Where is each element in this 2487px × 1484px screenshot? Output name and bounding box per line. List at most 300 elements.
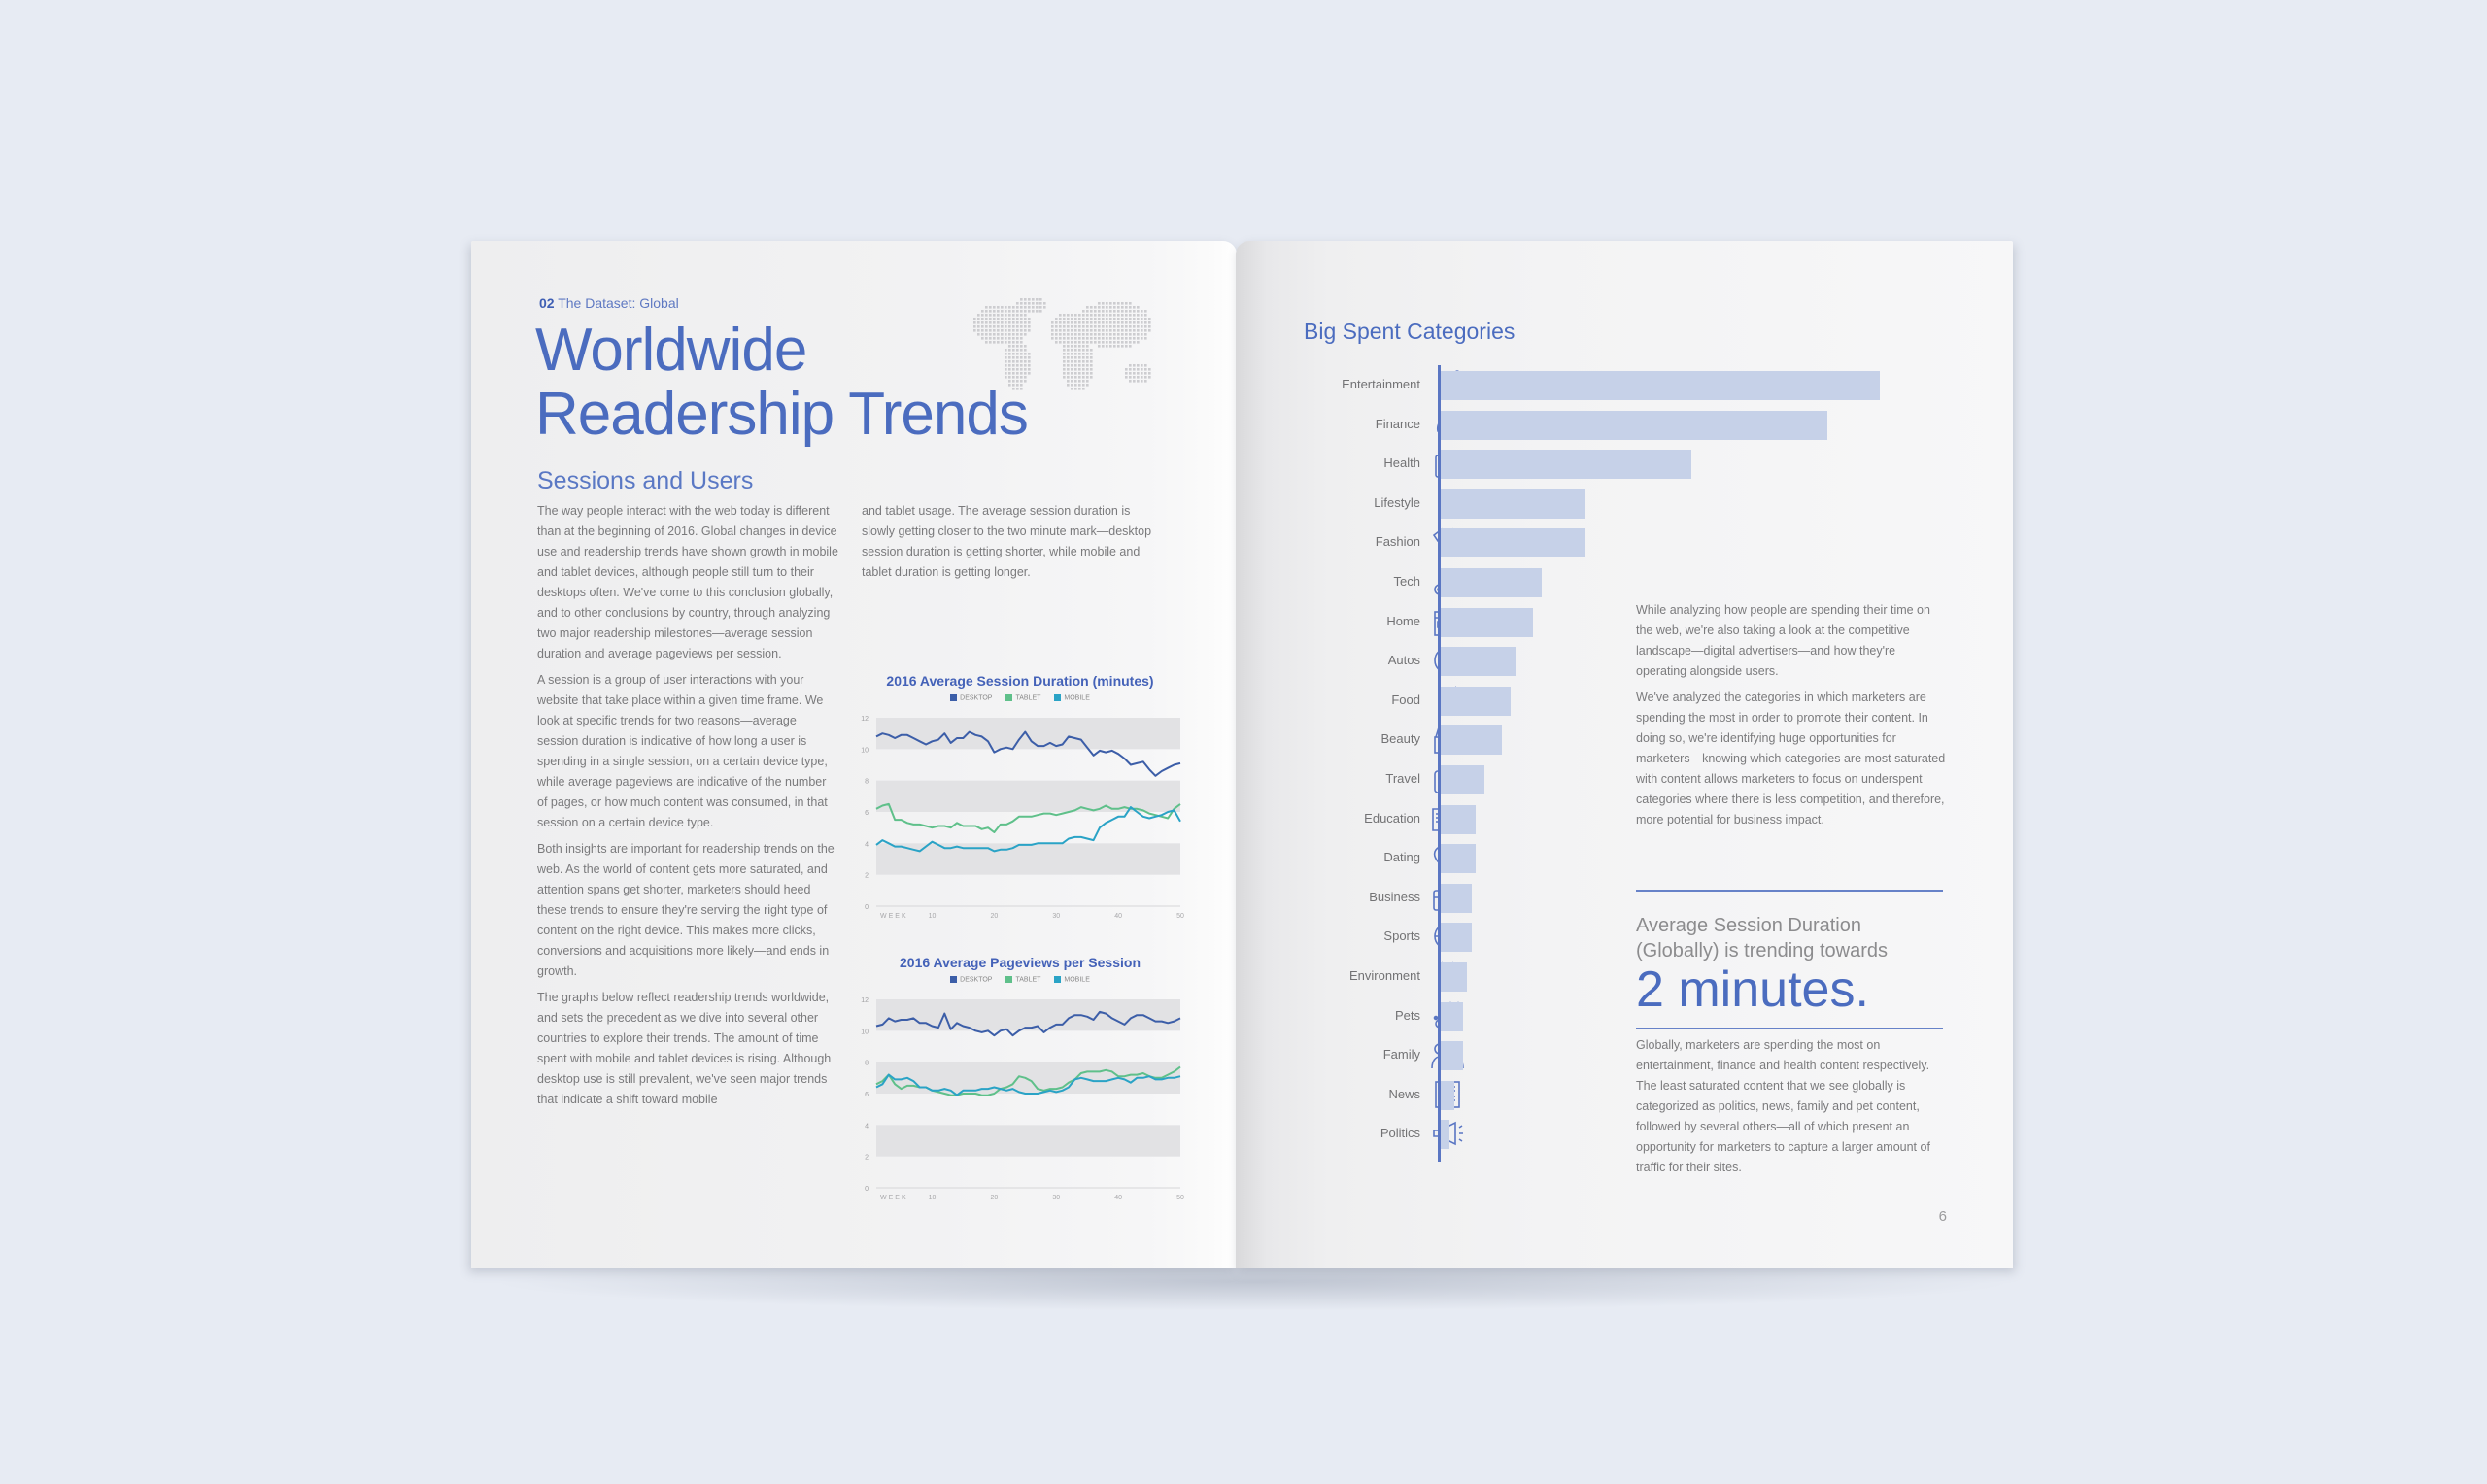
x-tick-label: 50 bbox=[1176, 913, 1184, 920]
map-dot bbox=[1144, 314, 1147, 317]
map-dot bbox=[1137, 380, 1140, 383]
map-dot bbox=[1086, 329, 1089, 332]
map-dot bbox=[1016, 314, 1019, 317]
map-dot bbox=[1039, 302, 1042, 305]
map-dot bbox=[1055, 329, 1058, 332]
map-dot bbox=[1098, 318, 1101, 320]
x-tick-label: 50 bbox=[1176, 1195, 1184, 1201]
map-dot bbox=[1113, 321, 1116, 324]
map-dot bbox=[1082, 384, 1085, 387]
y-tick-label: 2 bbox=[865, 872, 869, 880]
map-dot bbox=[1148, 321, 1151, 324]
map-dot bbox=[1144, 364, 1147, 367]
map-dot bbox=[1067, 325, 1070, 328]
map-dot bbox=[989, 306, 992, 309]
map-dot bbox=[1071, 368, 1073, 371]
map-dot bbox=[1074, 349, 1077, 352]
map-dot bbox=[1106, 302, 1108, 305]
map-dot bbox=[1148, 318, 1151, 320]
map-dot bbox=[1148, 376, 1151, 379]
map-dot bbox=[1098, 314, 1101, 317]
map-dot bbox=[1090, 372, 1093, 375]
y-tick-label: 8 bbox=[865, 778, 869, 786]
map-dot bbox=[1098, 329, 1101, 332]
map-dot bbox=[1144, 310, 1147, 313]
map-dot bbox=[1106, 329, 1108, 332]
map-dot bbox=[1094, 314, 1097, 317]
section-subtitle: Sessions and Users bbox=[537, 467, 754, 494]
map-dot bbox=[1074, 341, 1077, 344]
map-dot bbox=[1036, 302, 1039, 305]
grid-band bbox=[876, 718, 1180, 749]
map-dot bbox=[1071, 345, 1073, 348]
grid-band bbox=[876, 999, 1180, 1030]
line-chart-plot bbox=[855, 990, 1185, 1207]
map-dot bbox=[1121, 333, 1124, 336]
y-tick-label: 10 bbox=[861, 1029, 869, 1036]
map-dot bbox=[1125, 325, 1128, 328]
map-dot bbox=[1121, 302, 1124, 305]
map-dot bbox=[1063, 329, 1066, 332]
map-dot bbox=[1071, 388, 1073, 390]
map-dot bbox=[981, 314, 984, 317]
map-dot bbox=[1137, 314, 1140, 317]
map-dot bbox=[1106, 337, 1108, 340]
paragraph: The graphs below reflect readership trends worldwide, and sets the precedent as we dive into several other countries to explore their trends. The amount of time spent with mobile and tablet devices is rising. Although desktop use is still prevalent, we've seen major trends that indicate a shift toward mobile bbox=[537, 991, 832, 1106]
map-dot bbox=[1141, 376, 1143, 379]
map-dot bbox=[1098, 306, 1101, 309]
map-dot bbox=[1086, 314, 1089, 317]
map-dot bbox=[1106, 306, 1108, 309]
map-dot bbox=[1106, 318, 1108, 320]
map-dot bbox=[1121, 310, 1124, 313]
map-dot bbox=[1121, 345, 1124, 348]
map-dot bbox=[1063, 318, 1066, 320]
map-dot bbox=[1036, 306, 1039, 309]
map-dot bbox=[1102, 318, 1105, 320]
x-tick-label: WEEK bbox=[880, 913, 908, 920]
map-dot bbox=[1141, 321, 1143, 324]
bar-label: Home bbox=[1386, 613, 1420, 628]
map-dot bbox=[997, 314, 1000, 317]
map-dot bbox=[1125, 310, 1128, 313]
map-dot bbox=[1129, 380, 1132, 383]
map-dot bbox=[1078, 372, 1081, 375]
map-dot bbox=[1067, 321, 1070, 324]
map-dot bbox=[1082, 333, 1085, 336]
map-dot bbox=[1090, 325, 1093, 328]
map-dot bbox=[1141, 372, 1143, 375]
map-dot bbox=[1098, 325, 1101, 328]
map-dot bbox=[1086, 356, 1089, 359]
closing-text bbox=[1636, 1035, 1947, 1184]
map-dot bbox=[1063, 314, 1066, 317]
map-dot bbox=[1106, 345, 1108, 348]
map-dot bbox=[1082, 341, 1085, 344]
map-dot bbox=[1090, 321, 1093, 324]
callout bbox=[1636, 890, 1943, 1029]
bar bbox=[1441, 568, 1542, 597]
legend-mobile: MOBILE bbox=[1054, 976, 1089, 983]
paragraph: A session is a group of user interactions with your website that take place within a given time frame. We look at specific trends for two reasons—average session duration is indicative of how long a user is spending in a single session, on a certain device type, while average pageviews are indicative of the number of pages, or how much content was consumed, in that session on a certain device type. bbox=[537, 673, 828, 829]
map-dot bbox=[1117, 314, 1120, 317]
map-dot bbox=[1094, 306, 1097, 309]
map-dot bbox=[1043, 306, 1046, 309]
callout-lead: Average Session Duration (Globally) is trending towards bbox=[1636, 915, 1888, 961]
chart-title: 2016 Average Session Duration (minutes) bbox=[886, 673, 1154, 689]
map-dot bbox=[1063, 345, 1066, 348]
bar-label: Tech bbox=[1393, 574, 1420, 589]
map-dot bbox=[1141, 337, 1143, 340]
map-dot bbox=[1071, 376, 1073, 379]
map-dot bbox=[1074, 376, 1077, 379]
section-number: 02 bbox=[539, 295, 555, 311]
map-dot bbox=[1144, 333, 1147, 336]
map-dot bbox=[1109, 310, 1112, 313]
map-dot bbox=[1028, 306, 1031, 309]
map-dot bbox=[1078, 345, 1081, 348]
map-dot bbox=[1051, 329, 1054, 332]
map-dot bbox=[1082, 380, 1085, 383]
map-dot bbox=[1125, 321, 1128, 324]
map-dot bbox=[1094, 341, 1097, 344]
map-dot bbox=[997, 310, 1000, 313]
map-dot bbox=[1043, 302, 1046, 305]
title-line-2: Readership Trends bbox=[535, 381, 1028, 448]
map-dot bbox=[1086, 318, 1089, 320]
map-dot bbox=[1090, 349, 1093, 352]
grid-band bbox=[876, 843, 1180, 874]
map-dot bbox=[1067, 368, 1070, 371]
map-dot bbox=[1082, 329, 1085, 332]
map-dot bbox=[1067, 314, 1070, 317]
map-dot bbox=[1020, 298, 1023, 301]
map-dot bbox=[1113, 325, 1116, 328]
map-dot bbox=[1024, 306, 1027, 309]
map-dot bbox=[1028, 318, 1031, 320]
map-dot bbox=[1082, 314, 1085, 317]
map-dot bbox=[1028, 298, 1031, 301]
map-dot bbox=[1117, 337, 1120, 340]
map-dot bbox=[1133, 329, 1136, 332]
y-tick-label: 4 bbox=[865, 841, 869, 849]
map-dot bbox=[1098, 302, 1101, 305]
map-dot bbox=[1129, 321, 1132, 324]
map-dot bbox=[1090, 376, 1093, 379]
map-dot bbox=[1125, 306, 1128, 309]
map-dot bbox=[1074, 353, 1077, 355]
map-dot bbox=[1082, 325, 1085, 328]
session-duration-chart bbox=[855, 673, 1185, 926]
map-dot bbox=[1125, 341, 1128, 344]
map-dot bbox=[1067, 349, 1070, 352]
map-dot bbox=[1051, 337, 1054, 340]
map-dot bbox=[1090, 341, 1093, 344]
map-dot bbox=[997, 306, 1000, 309]
map-dot bbox=[1082, 388, 1085, 390]
map-dot bbox=[1113, 310, 1116, 313]
map-dot bbox=[1094, 329, 1097, 332]
map-dot bbox=[1090, 318, 1093, 320]
map-dot bbox=[1090, 333, 1093, 336]
y-tick-label: 12 bbox=[861, 716, 869, 723]
map-dot bbox=[1102, 329, 1105, 332]
bar-label: News bbox=[1388, 1086, 1420, 1101]
map-dot bbox=[1144, 368, 1147, 371]
map-dot bbox=[1137, 310, 1140, 313]
map-dot bbox=[1148, 372, 1151, 375]
map-dot bbox=[1067, 337, 1070, 340]
map-dot bbox=[1028, 302, 1031, 305]
map-dot bbox=[1036, 298, 1039, 301]
map-dot bbox=[1094, 321, 1097, 324]
map-dot bbox=[1125, 372, 1128, 375]
map-dot bbox=[1137, 372, 1140, 375]
map-dot bbox=[1102, 341, 1105, 344]
map-dot bbox=[1144, 329, 1147, 332]
map-dot bbox=[1109, 321, 1112, 324]
map-dot bbox=[1113, 337, 1116, 340]
map-dot bbox=[1063, 356, 1066, 359]
map-dot bbox=[1129, 376, 1132, 379]
map-dot bbox=[1086, 333, 1089, 336]
map-dot bbox=[1078, 376, 1081, 379]
map-dot bbox=[989, 310, 992, 313]
map-dot bbox=[1005, 310, 1007, 313]
map-dot bbox=[1074, 321, 1077, 324]
map-dot bbox=[1121, 321, 1124, 324]
map-dot bbox=[1071, 333, 1073, 336]
bar bbox=[1441, 647, 1516, 676]
bar bbox=[1441, 1041, 1463, 1070]
bar-label: Dating bbox=[1383, 850, 1420, 865]
map-dot bbox=[1086, 364, 1089, 367]
map-dot bbox=[1078, 329, 1081, 332]
map-dot bbox=[1036, 310, 1039, 313]
map-dot bbox=[1008, 306, 1011, 309]
bar-label: Lifestyle bbox=[1374, 494, 1420, 510]
map-dot bbox=[1094, 333, 1097, 336]
map-dot bbox=[1078, 341, 1081, 344]
map-dot bbox=[1024, 310, 1027, 313]
bar-row-fashion bbox=[1284, 523, 1945, 561]
map-dot bbox=[1086, 337, 1089, 340]
map-dot bbox=[1082, 376, 1085, 379]
bar-row-health bbox=[1284, 444, 1945, 483]
map-dot bbox=[1071, 380, 1073, 383]
map-dot bbox=[1016, 306, 1019, 309]
map-dot bbox=[1090, 353, 1093, 355]
map-dot bbox=[985, 314, 988, 317]
map-dot bbox=[1078, 364, 1081, 367]
map-dot bbox=[1109, 341, 1112, 344]
x-tick-label: 10 bbox=[928, 913, 937, 920]
map-dot bbox=[1059, 341, 1062, 344]
map-dot bbox=[1012, 314, 1015, 317]
left-page bbox=[471, 241, 1237, 1268]
bar-label: Food bbox=[1391, 691, 1420, 707]
map-dot bbox=[1125, 302, 1128, 305]
map-dot bbox=[1090, 368, 1093, 371]
y-tick-label: 8 bbox=[865, 1060, 869, 1067]
map-dot bbox=[1102, 302, 1105, 305]
map-dot bbox=[1109, 302, 1112, 305]
map-dot bbox=[1102, 337, 1105, 340]
map-dot bbox=[1086, 345, 1089, 348]
map-dot bbox=[1125, 329, 1128, 332]
map-dot bbox=[1098, 345, 1101, 348]
map-dot bbox=[1028, 321, 1031, 324]
map-dot bbox=[1094, 325, 1097, 328]
map-dot bbox=[1117, 345, 1120, 348]
map-dot bbox=[1028, 325, 1031, 328]
map-dot bbox=[1032, 306, 1035, 309]
map-dot bbox=[993, 306, 996, 309]
map-dot bbox=[1090, 310, 1093, 313]
map-dot bbox=[1121, 341, 1124, 344]
map-dot bbox=[1090, 364, 1093, 367]
map-dot bbox=[1098, 333, 1101, 336]
map-dot bbox=[1109, 306, 1112, 309]
map-dot bbox=[1082, 345, 1085, 348]
map-dot bbox=[1144, 318, 1147, 320]
map-dot bbox=[1067, 384, 1070, 387]
map-dot bbox=[1133, 368, 1136, 371]
map-dot bbox=[1102, 314, 1105, 317]
paragraph: While analyzing how people are spending their time on the web, we're also taking a look at the competitive landscape—digital advertisers—and how they're operating alongside users. bbox=[1636, 603, 1930, 678]
map-dot bbox=[1086, 353, 1089, 355]
map-dot bbox=[1063, 333, 1066, 336]
bar-chart-title: Big Spent Categories bbox=[1304, 319, 1516, 344]
map-dot bbox=[1074, 372, 1077, 375]
map-dot bbox=[1090, 306, 1093, 309]
map-dot bbox=[1028, 368, 1031, 371]
map-dot bbox=[1133, 321, 1136, 324]
map-dot bbox=[1129, 341, 1132, 344]
map-dot bbox=[1148, 325, 1151, 328]
bar bbox=[1441, 884, 1472, 913]
map-dot bbox=[1071, 353, 1073, 355]
bar-label: Fashion bbox=[1375, 534, 1420, 550]
map-dot bbox=[1133, 314, 1136, 317]
map-dot bbox=[1074, 333, 1077, 336]
map-dot bbox=[1063, 376, 1066, 379]
bar-label: Beauty bbox=[1380, 731, 1420, 747]
map-dot bbox=[1102, 321, 1105, 324]
map-dot bbox=[1055, 333, 1058, 336]
map-dot bbox=[1059, 337, 1062, 340]
map-dot bbox=[1117, 321, 1120, 324]
map-dot bbox=[1082, 364, 1085, 367]
map-dot bbox=[1082, 360, 1085, 363]
grid-band bbox=[876, 781, 1180, 812]
y-tick-label: 2 bbox=[865, 1154, 869, 1162]
map-dot bbox=[1090, 314, 1093, 317]
map-dot bbox=[1082, 353, 1085, 355]
map-dot bbox=[1032, 310, 1035, 313]
map-dot bbox=[989, 314, 992, 317]
map-dot bbox=[1028, 364, 1031, 367]
map-dot bbox=[1028, 356, 1031, 359]
map-dot bbox=[1129, 372, 1132, 375]
map-dot bbox=[1078, 314, 1081, 317]
map-dot bbox=[1144, 380, 1147, 383]
map-dot bbox=[1117, 302, 1120, 305]
map-dot bbox=[1078, 388, 1081, 390]
map-dot bbox=[1028, 310, 1031, 313]
bar-label: Education bbox=[1364, 810, 1420, 826]
map-dot bbox=[1008, 310, 1011, 313]
map-dot bbox=[1032, 298, 1035, 301]
map-dot bbox=[1102, 310, 1105, 313]
map-dot bbox=[1144, 337, 1147, 340]
map-dot bbox=[1078, 353, 1081, 355]
map-dot bbox=[1144, 321, 1147, 324]
map-dot bbox=[1109, 314, 1112, 317]
map-dot bbox=[1067, 364, 1070, 367]
bar bbox=[1441, 371, 1880, 400]
map-dot bbox=[1129, 310, 1132, 313]
map-dot bbox=[1051, 333, 1054, 336]
map-dot bbox=[1051, 325, 1054, 328]
map-dot bbox=[1141, 325, 1143, 328]
bar bbox=[1441, 765, 1484, 794]
pageviews-chart bbox=[855, 955, 1185, 1207]
map-dot bbox=[1133, 376, 1136, 379]
bar bbox=[1441, 1002, 1463, 1031]
map-dot bbox=[1074, 314, 1077, 317]
bar-label: Health bbox=[1383, 455, 1420, 471]
chart-title: 2016 Average Pageviews per Session bbox=[900, 955, 1141, 970]
map-dot bbox=[1039, 298, 1042, 301]
map-dot bbox=[1055, 318, 1058, 320]
map-dot bbox=[1086, 380, 1089, 383]
callout-figure: 2 minutes. bbox=[1636, 961, 1869, 1018]
x-tick-label: 20 bbox=[990, 913, 999, 920]
map-dot bbox=[1012, 310, 1015, 313]
map-dot bbox=[1078, 368, 1081, 371]
map-dot bbox=[1137, 364, 1140, 367]
map-dot bbox=[1137, 376, 1140, 379]
divider bbox=[1636, 1028, 1943, 1029]
map-dot bbox=[1137, 321, 1140, 324]
map-dot bbox=[1117, 333, 1120, 336]
y-tick-label: 0 bbox=[865, 904, 869, 911]
page-number: 6 bbox=[1938, 1208, 1947, 1225]
map-dot bbox=[1067, 360, 1070, 363]
x-tick-label: 30 bbox=[1052, 913, 1061, 920]
map-dot bbox=[1090, 337, 1093, 340]
map-dot bbox=[1106, 341, 1108, 344]
legend-tablet: TABLET bbox=[1005, 694, 1040, 701]
bar-label: Sports bbox=[1383, 928, 1420, 944]
map-dot bbox=[1020, 310, 1023, 313]
map-dot bbox=[1063, 341, 1066, 344]
map-dot bbox=[1121, 306, 1124, 309]
paragraph: We've analyzed the categories in which marketers are spending the most in order to promote their content. In doing so, we're identifying huge opportunities for marketers—knowing which categories are most saturated with content allows marketers to focus on underspent categories where there is less competition, and therefore, more potential for business impact. bbox=[1636, 691, 1946, 826]
map-dot bbox=[1016, 310, 1019, 313]
map-dot bbox=[1113, 318, 1116, 320]
map-dot bbox=[1125, 318, 1128, 320]
map-dot bbox=[1074, 360, 1077, 363]
map-dot bbox=[1071, 372, 1073, 375]
map-dot bbox=[1113, 329, 1116, 332]
map-dot bbox=[1005, 314, 1007, 317]
map-dot bbox=[1074, 388, 1077, 390]
map-dot bbox=[1141, 333, 1143, 336]
map-dot bbox=[1133, 333, 1136, 336]
map-dot bbox=[1109, 329, 1112, 332]
